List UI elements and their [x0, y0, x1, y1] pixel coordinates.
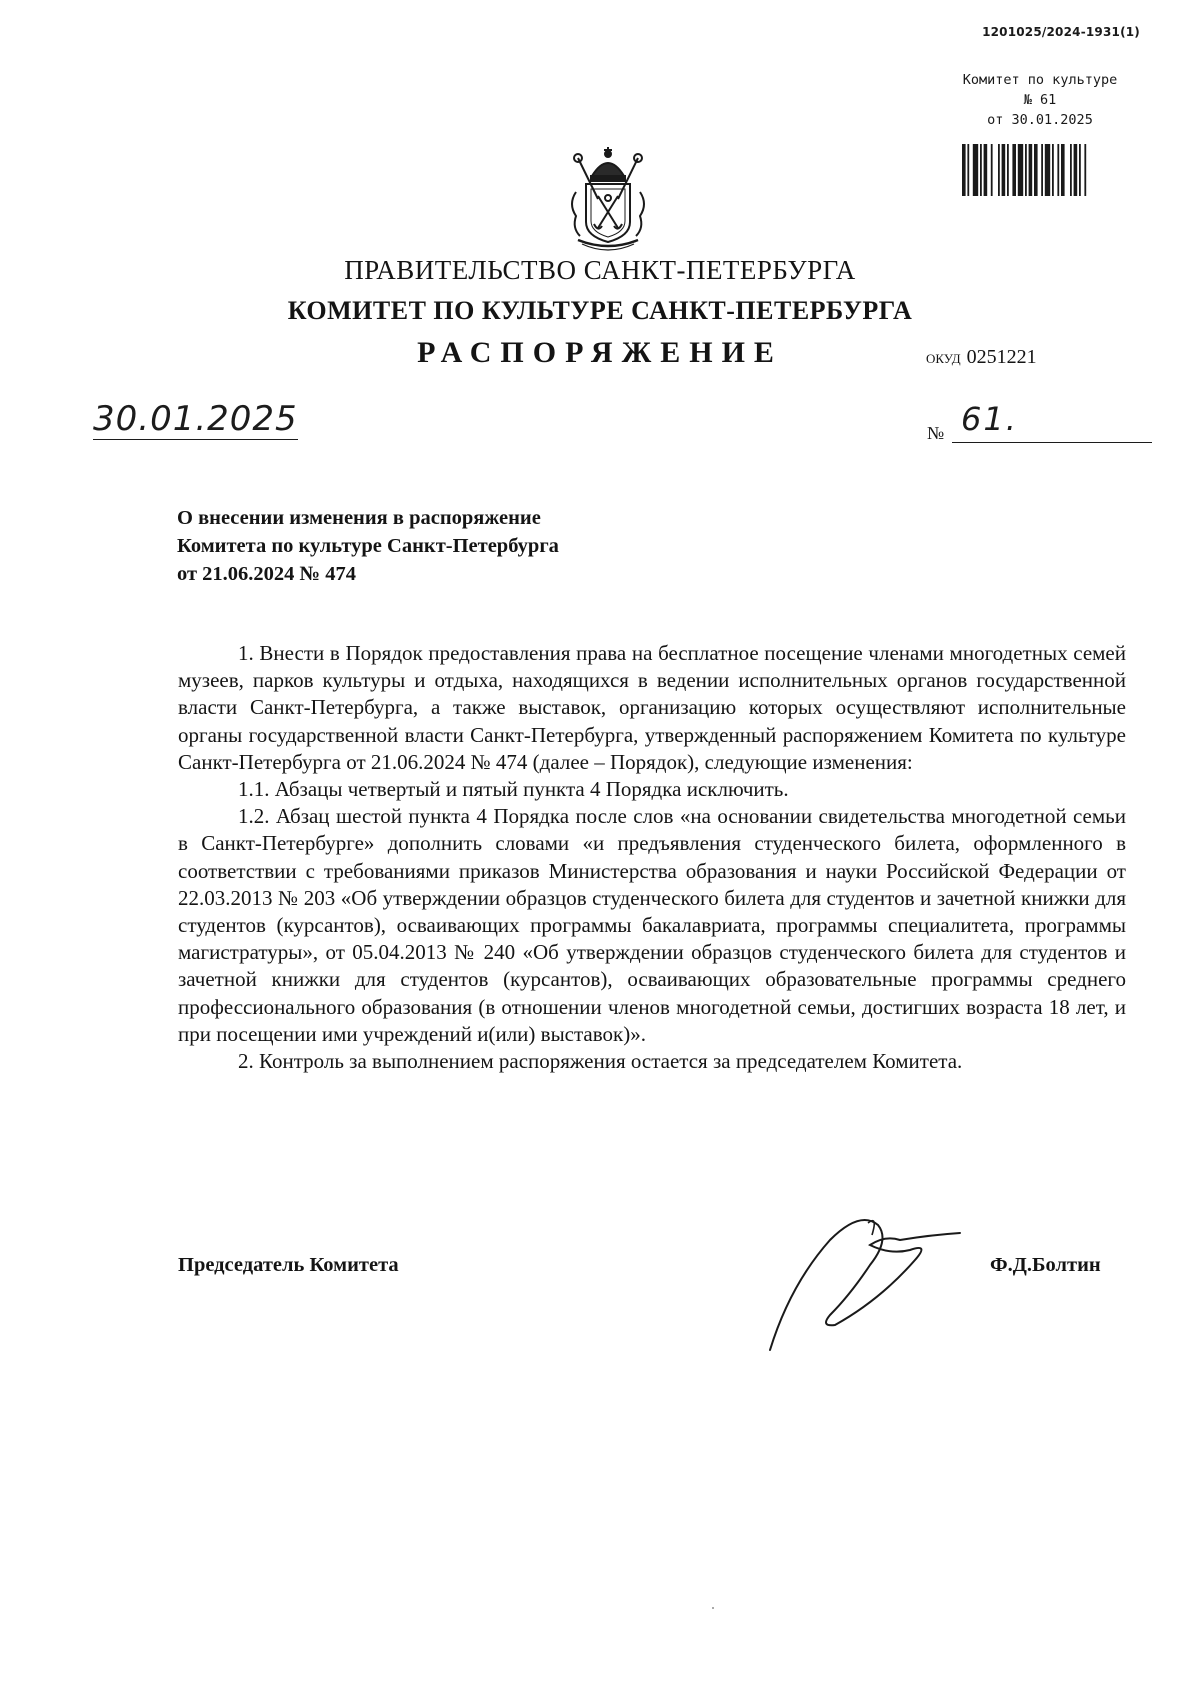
barcode-bar — [1084, 144, 1086, 196]
paragraph-1-2: 1.2. Абзац шестой пункта 4 Порядка после слов «на основании свидетельства многодетной семьи в Санкт-Петербурге» дополнить словами «и предъявления студенческого билета, оформленного в соответствии с требованиями приказов Министерства образования и науки Российской Федерации от 22.03.2013 № 203 «Об утверждении образцов студенческого билета для студентов и зачетной книжки для студентов (курсантов), осваивающих программы бакалавриата, программы специалитета, программы магистратуры», от 05.04.2013 № 240 «Об утверждении образцов студенческого билета для студентов и зачетной книжки для студентов (курсантов), осваивающих образовательные программы среднего профессионального образования (в отношении членов многодетной семьи, достигших возраста 18 лет, и при посещении ими учреждений и(или) выставок)». — [178, 804, 1126, 1046]
okud-code: 0251221 — [966, 346, 1037, 368]
subject-line-1: О внесении изменения в распоряжение — [177, 507, 541, 529]
stamp-number: № 61 — [1023, 92, 1057, 108]
okud-label: ОКУД — [926, 351, 961, 366]
barcode-bar — [1079, 144, 1081, 196]
barcode-bar — [1074, 144, 1078, 196]
barcode-bar — [1029, 144, 1033, 196]
signatory-name: Ф.Д.Болтин — [990, 1254, 1101, 1276]
barcode-bar — [1070, 144, 1072, 196]
barcode-bar — [1007, 144, 1009, 196]
barcode-bar — [1052, 144, 1054, 196]
barcode — [962, 144, 1128, 196]
barcode-bar — [980, 144, 982, 196]
signatory-position: Председатель Комитета — [178, 1254, 399, 1276]
committee-title: КОМИТЕТ ПО КУЛЬТУРЕ САНКТ-ПЕТЕРБУРГА — [287, 296, 913, 325]
subject-line-3: от 21.06.2024 № 474 — [177, 563, 357, 585]
barcode-bar — [1045, 144, 1050, 196]
barcode-bar — [962, 144, 966, 196]
barcode-bar — [991, 144, 993, 196]
barcode-bar — [1025, 144, 1027, 196]
barcode-bar — [973, 144, 978, 196]
coat-of-arms-icon — [558, 144, 658, 254]
okud-code-block — [926, 346, 1037, 369]
scan-speck — [712, 1607, 714, 1609]
registration-stamp — [925, 70, 1155, 130]
barcode-bar — [984, 144, 988, 196]
stamp-org: Комитет по культуре — [962, 72, 1118, 88]
barcode-bar — [1057, 144, 1059, 196]
paragraph-1: 1. Внести в Порядок предоставления права на бесплатное посещение членами многодетных семей музеев, парков культуры и отдыха, находящихся в ведении исполнительных органов государственной власти Санкт-Петербурга, а также выставок, организацию которых осуществляют исполнительные органы государственной власти Санкт-Петербурга, утвержденный распоряжением Комитета по культуре Санкт-Петербурга от 21.06.2024 № 474 (далее – Порядок), следующие изменения: — [178, 641, 1126, 774]
barcode-bar — [1012, 144, 1016, 196]
barcode-bar — [1018, 144, 1023, 196]
barcode-bar — [967, 144, 969, 196]
barcode-bar — [1034, 144, 1038, 196]
barcode-bar — [1041, 144, 1043, 196]
government-title: ПРАВИТЕЛЬСТВО САНКТ-ПЕТЕРБУРГА — [344, 255, 856, 285]
barcode-bar — [998, 144, 1000, 196]
stamp-date: от 30.01.2025 — [987, 112, 1093, 128]
document-date: 30.01.2025 — [93, 399, 298, 439]
number-underline — [952, 442, 1152, 443]
registration-id: 1201025/2024-1931(1) — [982, 25, 1140, 39]
document-body — [178, 640, 1126, 1075]
paragraph-1-1: 1.1. Абзацы четвертый и пятый пункта 4 Порядка исключить. — [238, 777, 789, 802]
subject-line-2: Комитета по культуре Санкт-Петербурга — [177, 535, 559, 557]
number-sign: № — [927, 423, 945, 443]
paragraph-2: 2. Контроль за выполнением распоряжения остается за председателем Комитета. — [238, 1049, 963, 1074]
document-number: 61. — [961, 400, 1018, 438]
handwritten-signature — [760, 1205, 970, 1355]
document-subject — [177, 504, 737, 588]
barcode-bar — [1002, 144, 1006, 196]
barcode-bar — [1061, 144, 1065, 196]
document-type-title: РАСПОРЯЖЕНИЕ — [417, 336, 783, 369]
